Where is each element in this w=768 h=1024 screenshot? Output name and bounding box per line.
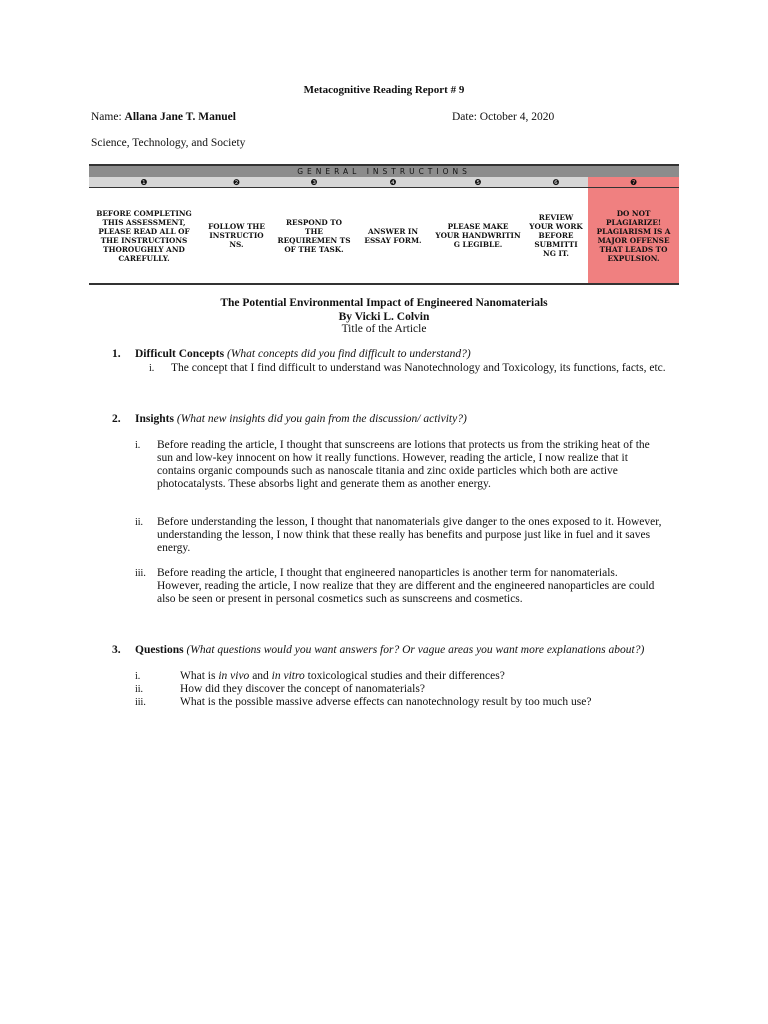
article-author: By Vicki L. Colvin	[338, 311, 430, 323]
instruction-number: ❸	[274, 177, 354, 188]
instruction-number-row	[89, 177, 679, 188]
section-number: 3.	[112, 644, 121, 656]
instruction-item: ANSWER IN ESSAY FORM.	[354, 188, 432, 285]
instruction-text-row	[89, 188, 679, 285]
question-text-emphasis: in vitro	[271, 670, 305, 682]
list-item	[135, 567, 662, 606]
section-heading	[112, 348, 471, 360]
list-item-numeral: i.	[149, 363, 155, 374]
instruction-number: ❼	[588, 177, 679, 188]
question-text-emphasis: in vivo	[218, 670, 250, 682]
date-value: October 4, 2020	[479, 111, 555, 123]
section-heading	[112, 413, 467, 425]
article-title: The Potential Environmental Impact of Engineered Nanomaterials	[220, 297, 548, 309]
list-item-numeral: iii.	[135, 568, 146, 579]
instruction-number: ❷	[199, 177, 274, 188]
list-item-text: Before reading the article, I thought that sunscreens are lotions that protects us from the striking heat of the sun and low-key innocent on how it really functions. However, reading the article, I now realize that it contains organic compounds such as nanoscale titania and zinc oxide particles which both are active photocatalysts. These absorbs light and generate them as another energy.	[157, 439, 650, 490]
section-prompt: (What questions would you want answers for? Or vague areas you want more explanations about?)	[186, 644, 645, 656]
list-item	[135, 439, 662, 491]
instruction-item: PLEASE MAKE YOUR HANDWRITIN G LEGIBLE.	[432, 188, 524, 285]
list-item-numeral: iii.	[135, 697, 146, 708]
instruction-item: RESPOND TO THE REQUIREMEN TS OF THE TASK.	[274, 188, 354, 285]
section-number: 2.	[112, 413, 121, 425]
section-title: Questions	[135, 644, 184, 656]
section-number: 1.	[112, 348, 121, 360]
list-item-text: Before understanding the lesson, I thought that nanomaterials give danger to the ones exposed to it. However, understanding the lesson, I now think that these really has benefits and purpose just like in fuel and it saves energy.	[157, 516, 662, 554]
section-title: Insights	[135, 413, 174, 425]
article-heading	[0, 296, 768, 324]
question-item	[135, 696, 591, 708]
section-prompt: (What concepts did you find difficult to understand?)	[227, 348, 471, 360]
instruction-number: ❹	[354, 177, 432, 188]
instructions-heading: GENERAL INSTRUCTIONS	[89, 165, 679, 177]
report-title: Metacognitive Reading Report # 9	[303, 84, 465, 96]
subject-line: Science, Technology, and Society	[91, 137, 246, 149]
question-item	[135, 683, 425, 695]
article-caption: Title of the Article	[341, 323, 427, 335]
instructions-heading-row	[89, 165, 679, 177]
instruction-number: ❶	[89, 177, 199, 188]
list-item-text: The concept that I find difficult to understand was Nanotechnology and Toxicology, its functions, facts, etc.	[171, 362, 666, 374]
student-name: Allana Jane T. Manuel	[124, 111, 236, 123]
instructions-table	[89, 164, 679, 285]
question-text: What is the possible massive adverse effects can nanotechnology result by too much use?	[180, 696, 592, 708]
section-heading	[112, 644, 652, 657]
instruction-number: ❺	[432, 177, 524, 188]
list-item	[149, 362, 671, 375]
instruction-item: FOLLOW THE INSTRUCTIO NS.	[199, 188, 274, 285]
list-item-numeral: i.	[135, 671, 141, 682]
list-item-numeral: ii.	[135, 517, 144, 528]
list-item-text: Before reading the article, I thought that engineered nanoparticles is another term for nanomaterials. However, reading the article, I now realize that they are different and the engineered nanoparticles are could also be seen or present in personal cosmetics such as sunscreens and cosmetics.	[157, 567, 655, 605]
question-text: toxicological studies and their differences?	[304, 670, 505, 682]
section-prompt: (What new insights did you gain from the discussion/ activity?)	[176, 413, 467, 425]
instruction-number: ❻	[524, 177, 588, 188]
instruction-item: REVIEW YOUR WORK BEFORE SUBMITTI NG IT.	[524, 188, 588, 285]
list-item-numeral: i.	[135, 440, 141, 451]
list-item-numeral: ii.	[135, 684, 144, 695]
list-item	[135, 516, 662, 555]
instruction-item: BEFORE COMPLETING THIS ASSESSMENT, PLEASE READ ALL OF THE INSTRUCTIONS THOROUGHLY AND CAREFULLY.	[89, 188, 199, 285]
date-line	[452, 111, 554, 123]
name-line	[91, 111, 236, 123]
question-item	[135, 670, 505, 682]
instruction-item-warning: DO NOT PLAGIARIZE! PLAGIARISM IS A MAJOR OFFENSE THAT LEADS TO EXPULSION.	[588, 188, 679, 285]
question-text: What is	[180, 670, 219, 682]
section-title: Difficult Concepts	[135, 348, 225, 360]
name-label: Name:	[91, 111, 122, 123]
question-text: How did they discover the concept of nanomaterials?	[180, 683, 425, 695]
question-text: and	[249, 670, 272, 682]
date-label: Date:	[452, 111, 477, 123]
